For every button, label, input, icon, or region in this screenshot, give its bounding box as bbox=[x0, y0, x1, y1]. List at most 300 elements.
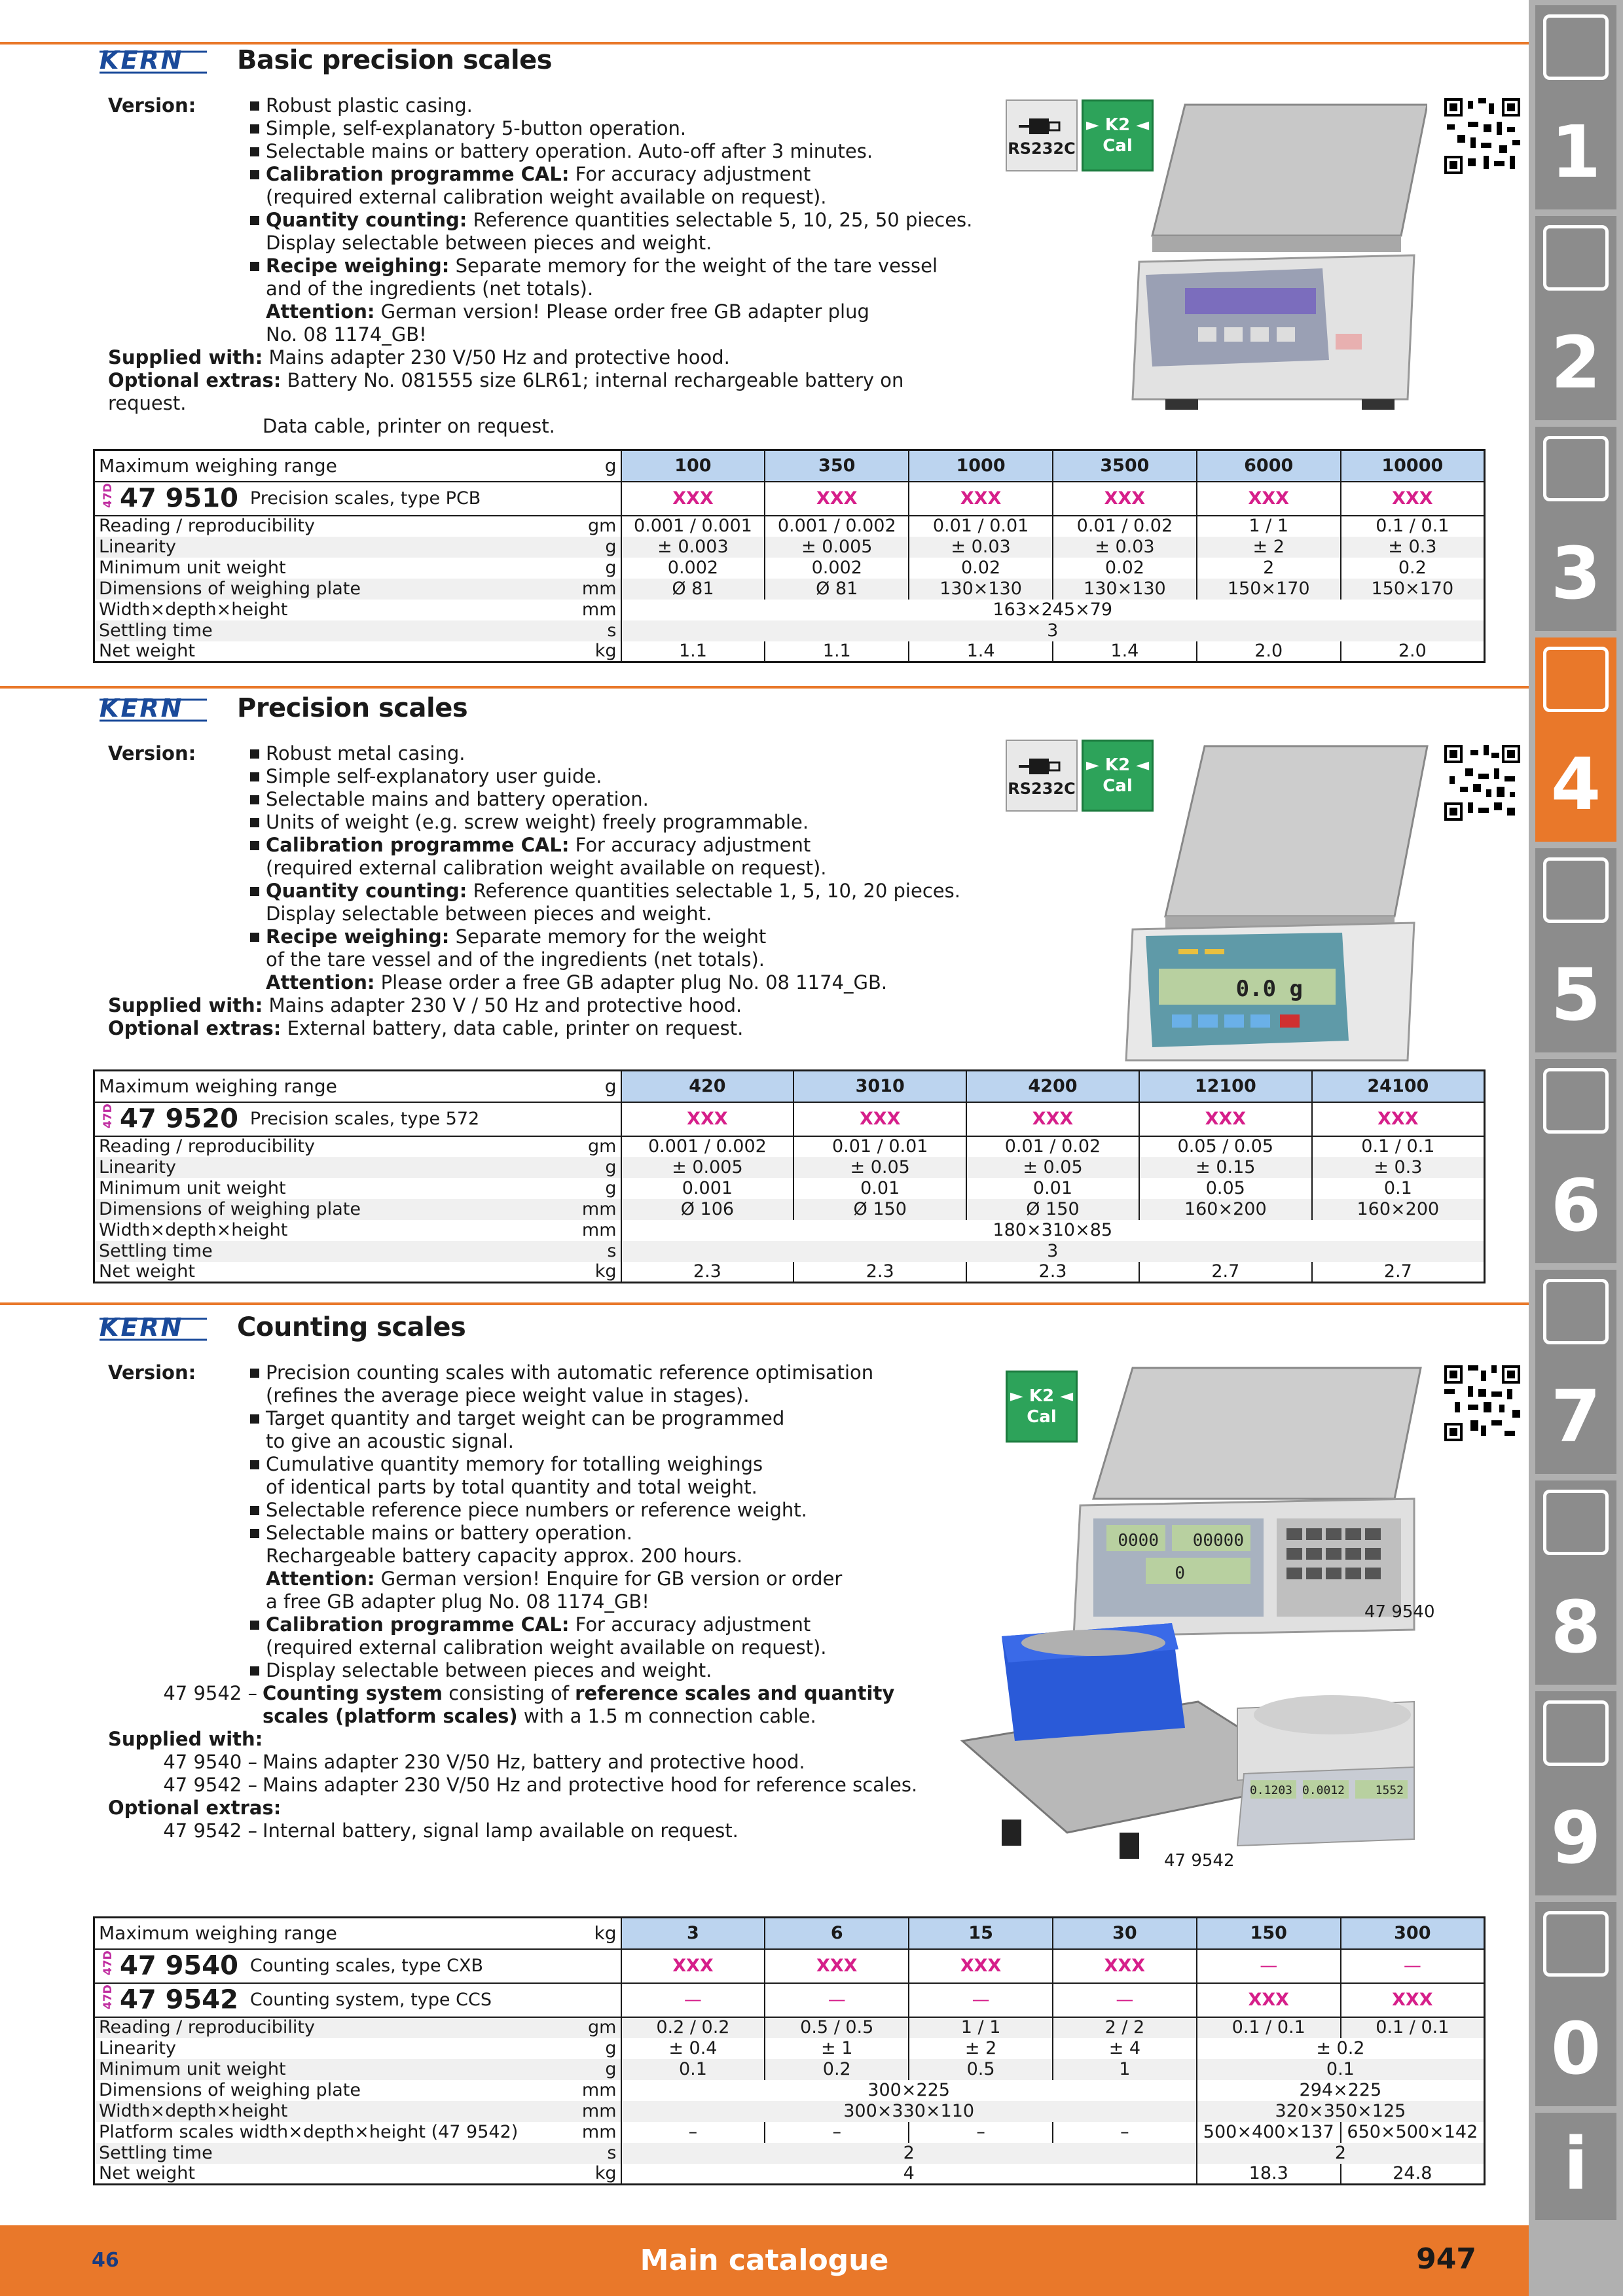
row-label: Dimensions of weighing plate mm bbox=[94, 1199, 621, 1220]
table-cell: Ø 150 bbox=[793, 1199, 966, 1220]
table-row bbox=[94, 2164, 1485, 2185]
grinding-disc-icon bbox=[1543, 857, 1609, 923]
feature-item: Display selectable between pieces and weight. bbox=[266, 903, 712, 925]
table-cell: ± 0.003 bbox=[621, 537, 765, 558]
article-row bbox=[94, 1102, 1485, 1136]
row-label: Settling time s bbox=[94, 620, 621, 641]
table-cell: 300×225 bbox=[621, 2080, 1197, 2101]
cutting-insert-icon bbox=[1543, 225, 1609, 291]
table-cell: ± 0.3 bbox=[1341, 537, 1485, 558]
article-label bbox=[94, 1983, 621, 2017]
capacity-cell: 3010 bbox=[793, 1071, 966, 1102]
article-description: Counting system, type CCS bbox=[249, 1989, 492, 2010]
table-cell: 0.2 / 0.2 bbox=[621, 2017, 765, 2038]
qr-code-icon bbox=[1444, 745, 1520, 821]
row-label: Dimensions of weighing plate mm bbox=[94, 2080, 621, 2101]
table-cell: 0.002 bbox=[765, 558, 909, 579]
row-label: Minimum unit weight g bbox=[94, 2059, 621, 2080]
table-row bbox=[94, 1262, 1485, 1283]
row-label: Maximum weighing range g bbox=[94, 450, 621, 482]
table-cell: XXX bbox=[909, 1949, 1053, 1983]
row-label: Linearity g bbox=[94, 2038, 621, 2059]
table-cell: 130×130 bbox=[909, 579, 1053, 600]
table-cell: 0.01 / 0.01 bbox=[909, 516, 1053, 537]
row-label: Maximum weighing range kg bbox=[94, 1918, 621, 1949]
table-row bbox=[94, 2017, 1485, 2038]
feature-item: and of the ingredients (net totals). bbox=[266, 278, 594, 300]
capacity-cell: 350 bbox=[765, 450, 909, 482]
table-row bbox=[94, 2143, 1485, 2164]
table-cell: — bbox=[1197, 1949, 1341, 1983]
footer-title: Main catalogue bbox=[640, 2244, 889, 2277]
display-a3: 0 bbox=[1175, 1564, 1185, 1583]
workbench-icon bbox=[1543, 1490, 1609, 1555]
section-title: Counting scales bbox=[237, 1312, 466, 1342]
table-cell: 2.0 bbox=[1341, 641, 1485, 662]
table-cell: ± 2 bbox=[1197, 537, 1341, 558]
supplied-with: Supplied with: Mains adapter 230 V / 50 Hz and protective hood. bbox=[108, 994, 742, 1016]
table-cell: ± 0.005 bbox=[621, 1157, 794, 1178]
spec-table-pcb bbox=[93, 449, 1486, 663]
capacity-cell: 420 bbox=[621, 1071, 794, 1102]
caption-479542: 47 9542 bbox=[1164, 1851, 1235, 1871]
table-cell: 2 bbox=[1197, 2143, 1485, 2164]
table-cell: 1 / 1 bbox=[1197, 516, 1341, 537]
section-title: Precision scales bbox=[237, 693, 468, 723]
display-reading: 0.0 g bbox=[1235, 976, 1303, 1002]
chapter-tab-0[interactable] bbox=[1535, 1902, 1616, 2106]
supplied-with: Supplied with: bbox=[108, 1728, 263, 1750]
feature-item: Attention: Please order a free GB adapter plug No. 08 1174_GB. bbox=[266, 971, 888, 994]
svg-text:KERN: KERN bbox=[100, 46, 184, 75]
table-cell: ± 4 bbox=[1053, 2038, 1197, 2059]
tool-cabinet-icon bbox=[1543, 1700, 1609, 1766]
feature-item: Robust metal casing. bbox=[249, 742, 960, 765]
row-label: Net weight kg bbox=[94, 1262, 621, 1283]
counting-system-note: 47 9542 – Counting system consisting of reference scales and quantity scales (platform scales) with a 1.5 m connection cable. bbox=[163, 1682, 895, 1727]
row-label: Reading / reproducibility gm bbox=[94, 516, 621, 537]
chapter-tab-1[interactable] bbox=[1535, 5, 1616, 209]
section-header bbox=[97, 689, 467, 728]
table-row bbox=[94, 579, 1485, 600]
display-a2: 00000 bbox=[1192, 1531, 1244, 1551]
table-cell: 180×310×85 bbox=[621, 1220, 1485, 1241]
capacity-cell: 30 bbox=[1053, 1918, 1197, 1949]
capacity-cell: 3500 bbox=[1053, 450, 1197, 482]
table-cell: — bbox=[909, 1983, 1053, 2017]
table-cell: 2.7 bbox=[1312, 1262, 1485, 1283]
article-label bbox=[94, 1102, 621, 1136]
table-cell: 0.01 / 0.02 bbox=[966, 1136, 1139, 1157]
article-number: 47 9542 bbox=[120, 1984, 238, 2015]
table-row bbox=[94, 2122, 1485, 2143]
feature-item: Selectable mains or battery operation. bbox=[249, 1522, 873, 1545]
capacity-cell: 12100 bbox=[1139, 1071, 1312, 1102]
feature-item: Calibration programme CAL: For accuracy adjustment bbox=[249, 1613, 873, 1636]
feature-item: Quantity counting: Reference quantities selectable 5, 10, 25, 50 pieces. bbox=[249, 209, 972, 232]
feature-item: Attention: German version! Please order free GB adapter plug bbox=[266, 300, 869, 323]
product-description bbox=[108, 94, 985, 438]
feature-item: Recipe weighing: Separate memory for the weight bbox=[249, 925, 960, 948]
page-footer bbox=[0, 2225, 1529, 2296]
article-description: Precision scales, type PCB bbox=[249, 488, 481, 509]
table-cell: 1 bbox=[1053, 2059, 1197, 2080]
table-cell: 0.001 / 0.002 bbox=[621, 1136, 794, 1157]
optional-extras: Optional extras: Battery No. 081555 size 6LR61; internal rechargeable battery on request. bbox=[108, 369, 904, 414]
table-cell: 0.5 / 0.5 bbox=[765, 2017, 909, 2038]
table-cell: ± 0.005 bbox=[765, 537, 909, 558]
table-row bbox=[94, 2059, 1485, 2080]
table-cell: 0.2 bbox=[765, 2059, 909, 2080]
capacity-cell: 3 bbox=[621, 1918, 765, 1949]
section-header bbox=[97, 1308, 465, 1347]
chapter-number: 8 bbox=[1550, 1585, 1601, 1669]
capacity-cell: 300 bbox=[1341, 1918, 1485, 1949]
svg-text:KERN: KERN bbox=[100, 694, 184, 723]
table-cell: 0.01 bbox=[966, 1178, 1139, 1199]
chapter-tab-4[interactable] bbox=[1535, 637, 1616, 842]
table-row bbox=[94, 1241, 1485, 1262]
table-cell: XXX bbox=[1197, 482, 1341, 516]
version-label: Version: bbox=[108, 1361, 196, 1384]
feature-item: of identical parts by total quantity and total weight. bbox=[266, 1476, 757, 1498]
table-cell: – bbox=[909, 2122, 1053, 2143]
table-cell: 1 / 1 bbox=[909, 2017, 1053, 2038]
display-b3: 1552 bbox=[1375, 1784, 1404, 1797]
row-label: Platform scales width×depth×height (47 9542) mm bbox=[94, 2122, 621, 2143]
qr-code-icon bbox=[1444, 98, 1520, 174]
chuck-icon bbox=[1543, 436, 1609, 501]
feature-item: (required external calibration weight available on request). bbox=[266, 1636, 827, 1659]
feature-item: Precision counting scales with automatic reference optimisation bbox=[249, 1361, 873, 1384]
row-label: Dimensions of weighing plate mm bbox=[94, 579, 621, 600]
table-cell: 1.4 bbox=[909, 641, 1053, 662]
row-label: Reading / reproducibility gm bbox=[94, 1136, 621, 1157]
table-row bbox=[94, 1199, 1485, 1220]
feature-item: of the tare vessel and of the ingredients (net totals). bbox=[266, 948, 765, 971]
drill-bit-icon bbox=[1543, 14, 1609, 80]
capacity-cell: 6000 bbox=[1197, 450, 1341, 482]
product-photo-counting-scales bbox=[897, 1361, 1434, 1865]
table-cell: 130×130 bbox=[1053, 579, 1197, 600]
caption-479540: 47 9540 bbox=[1364, 1602, 1435, 1622]
table-cell: XXX bbox=[621, 1949, 765, 1983]
capacity-cell: 6 bbox=[765, 1918, 909, 1949]
table-cell: 2 bbox=[621, 2143, 1197, 2164]
table-cell: ± 0.05 bbox=[793, 1157, 966, 1178]
article-label bbox=[94, 482, 621, 516]
table-cell: XXX bbox=[1053, 482, 1197, 516]
capacity-cell: 1000 bbox=[909, 450, 1053, 482]
chapter-number: 9 bbox=[1550, 1796, 1601, 1880]
table-cell: Ø 150 bbox=[966, 1199, 1139, 1220]
capacity-cell: 10000 bbox=[1341, 450, 1485, 482]
table-cell: 1.1 bbox=[765, 641, 909, 662]
table-cell: 300×330×110 bbox=[621, 2101, 1197, 2122]
table-cell: 2.3 bbox=[621, 1262, 794, 1283]
feature-list bbox=[249, 1361, 873, 1682]
chapter-number: 5 bbox=[1550, 953, 1601, 1037]
rs232-icon: RS232C bbox=[1006, 99, 1078, 171]
row-label: Net weight kg bbox=[94, 2164, 621, 2185]
table-cell: 0.002 bbox=[621, 558, 765, 579]
feature-item: Robust plastic casing. bbox=[249, 94, 972, 117]
supplied-list: 47 9540 – Mains adapter 230 V/50 Hz, battery and protective hood. 47 9542 – Mains adapter 230 V/50 Hz and protective hood for reference scales. bbox=[163, 1751, 918, 1796]
table-cell: XXX bbox=[1341, 482, 1485, 516]
row-label: Linearity g bbox=[94, 1157, 621, 1178]
table-cell: 0.1 / 0.1 bbox=[1312, 1136, 1485, 1157]
table-row bbox=[94, 1136, 1485, 1157]
feature-item: Units of weight (e.g. screw weight) freely programmable. bbox=[249, 811, 960, 834]
table-cell: 0.1 bbox=[621, 2059, 765, 2080]
table-cell: Ø 81 bbox=[621, 579, 765, 600]
qr-code-icon bbox=[1444, 1365, 1520, 1441]
table-cell: 3 bbox=[621, 620, 1485, 641]
optional-list: 47 9542 – Internal battery, signal lamp available on request. bbox=[163, 1820, 739, 1842]
table-cell: XXX bbox=[1312, 1102, 1485, 1136]
table-cell: — bbox=[1053, 1983, 1197, 2017]
safety-glasses-icon bbox=[1543, 1911, 1609, 1977]
table-cell: 0.02 bbox=[1053, 558, 1197, 579]
spec-table-counting bbox=[93, 1916, 1486, 2185]
chapter-number: 3 bbox=[1550, 531, 1601, 615]
table-cell: – bbox=[1053, 2122, 1197, 2143]
chapter-tab-5[interactable] bbox=[1535, 848, 1616, 1052]
rs232-icon: RS232C bbox=[1006, 740, 1078, 812]
table-row bbox=[94, 2038, 1485, 2059]
feature-item: (required external calibration weight available on request). bbox=[266, 186, 827, 208]
product-photo-572-scale bbox=[1106, 740, 1434, 1067]
group-code: 47D bbox=[101, 1950, 115, 1975]
table-cell: ± 1 bbox=[765, 2038, 909, 2059]
table-cell: XXX bbox=[1139, 1102, 1312, 1136]
capacity-cell: 150 bbox=[1197, 1918, 1341, 1949]
capacity-row bbox=[94, 450, 1485, 482]
chapter-tab-3[interactable] bbox=[1535, 427, 1616, 631]
feature-item: Cumulative quantity memory for totalling weighings bbox=[249, 1453, 873, 1476]
product-photo-pcb-scale bbox=[1113, 92, 1427, 412]
article-row bbox=[94, 482, 1485, 516]
table-cell: ± 0.03 bbox=[909, 537, 1053, 558]
table-cell: ± 2 bbox=[909, 2038, 1053, 2059]
chapter-number: 6 bbox=[1550, 1164, 1601, 1247]
table-row bbox=[94, 2101, 1485, 2122]
table-row bbox=[94, 600, 1485, 620]
article-row bbox=[94, 1949, 1485, 1983]
article-row bbox=[94, 1983, 1485, 2017]
row-label: Settling time s bbox=[94, 2143, 621, 2164]
section-title: Basic precision scales bbox=[237, 45, 553, 75]
table-cell: — bbox=[621, 1983, 765, 2017]
chapter-number: 0 bbox=[1550, 2007, 1601, 2090]
table-cell: 500×400×137 bbox=[1197, 2122, 1341, 2143]
feature-item: Display selectable between pieces and weight. bbox=[249, 1659, 873, 1682]
table-cell: XXX bbox=[909, 482, 1053, 516]
table-cell: 0.001 / 0.001 bbox=[621, 516, 765, 537]
row-label: Settling time s bbox=[94, 1241, 621, 1262]
chapter-number: 2 bbox=[1550, 321, 1601, 404]
kern-logo bbox=[97, 1312, 221, 1342]
feature-item: No. 08 1174_GB! bbox=[266, 323, 427, 346]
display-b2: 0.0012 bbox=[1302, 1784, 1345, 1797]
table-cell: ± 0.15 bbox=[1139, 1157, 1312, 1178]
feature-item: Recipe weighing: Separate memory for the weight of the tare vessel bbox=[249, 255, 972, 278]
table-cell: 2 / 2 bbox=[1053, 2017, 1197, 2038]
optional-extras: Optional extras: bbox=[108, 1797, 282, 1819]
product-description bbox=[108, 1361, 985, 1842]
k2-cal-icon: ► K2 ◄ Cal bbox=[1006, 1371, 1078, 1443]
feature-item: Simple self-explanatory user guide. bbox=[249, 765, 960, 788]
table-cell: 0.01 / 0.02 bbox=[1053, 516, 1197, 537]
feature-item: Calibration programme CAL: For accuracy adjustment bbox=[249, 163, 972, 186]
supplied-with: Supplied with: Mains adapter 230 V/50 Hz and protective hood. bbox=[108, 346, 730, 368]
chapter-tab-7[interactable] bbox=[1535, 1270, 1616, 1474]
table-cell: 150×170 bbox=[1341, 579, 1485, 600]
table-cell: 160×200 bbox=[1312, 1199, 1485, 1220]
feature-item: Rechargeable battery capacity approx. 200 hours. bbox=[266, 1545, 743, 1567]
row-label: Minimum unit weight g bbox=[94, 1178, 621, 1199]
table-cell: 0.1 / 0.1 bbox=[1341, 516, 1485, 537]
row-label: Reading / reproducibility gm bbox=[94, 2017, 621, 2038]
svg-text:KERN: KERN bbox=[100, 1313, 184, 1342]
feature-item: (required external calibration weight available on request). bbox=[266, 857, 827, 879]
chapter-number: 7 bbox=[1550, 1374, 1601, 1458]
table-cell: 2.0 bbox=[1197, 641, 1341, 662]
spec-table-572 bbox=[93, 1069, 1486, 1283]
table-cell: Ø 81 bbox=[765, 579, 909, 600]
row-label: Minimum unit weight g bbox=[94, 558, 621, 579]
feature-item: to give an acoustic signal. bbox=[266, 1430, 514, 1452]
article-number: 47 9510 bbox=[120, 483, 238, 514]
table-cell: 2.7 bbox=[1139, 1262, 1312, 1283]
chapter-tab-9[interactable] bbox=[1535, 1691, 1616, 1895]
chapter-tab-2[interactable] bbox=[1535, 216, 1616, 420]
wrench-icon bbox=[1543, 1068, 1609, 1134]
table-cell: 320×350×125 bbox=[1197, 2101, 1485, 2122]
chapter-tab-8[interactable] bbox=[1535, 1480, 1616, 1685]
table-cell: 0.02 bbox=[909, 558, 1053, 579]
capacity-cell: 4200 bbox=[966, 1071, 1139, 1102]
article-number: 47 9520 bbox=[120, 1103, 238, 1134]
capacity-cell: 24100 bbox=[1312, 1071, 1485, 1102]
feature-item: Attention: German version! Enquire for GB version or order bbox=[266, 1568, 843, 1590]
table-cell: 0.1 / 0.1 bbox=[1197, 2017, 1341, 2038]
k2-cal-icon: ► K2 ◄ Cal bbox=[1082, 740, 1154, 812]
table-cell: 18.3 bbox=[1197, 2164, 1341, 2185]
version-label: Version: bbox=[108, 742, 196, 764]
kern-logo bbox=[97, 45, 221, 75]
capacity-cell: 100 bbox=[621, 450, 765, 482]
row-label: Net weight kg bbox=[94, 641, 621, 662]
display-b1: 0.1203 bbox=[1249, 1784, 1292, 1797]
feature-item: Selectable mains and battery operation. bbox=[249, 788, 960, 811]
row-label: Linearity g bbox=[94, 537, 621, 558]
feature-item: (refines the average piece weight value in stages). bbox=[266, 1384, 750, 1407]
table-cell: ± 0.4 bbox=[621, 2038, 765, 2059]
feature-item: Display selectable between pieces and weight. bbox=[266, 232, 712, 254]
k2-cal-icon: ► K2 ◄ Cal bbox=[1082, 99, 1154, 171]
table-cell: — bbox=[765, 1983, 909, 2017]
section-rule bbox=[0, 1302, 1529, 1305]
table-row bbox=[94, 1178, 1485, 1199]
table-cell: XXX bbox=[765, 482, 909, 516]
table-cell: XXX bbox=[966, 1102, 1139, 1136]
table-cell: 0.1 / 0.1 bbox=[1341, 2017, 1485, 2038]
capacity-row bbox=[94, 1071, 1485, 1102]
table-cell: – bbox=[765, 2122, 909, 2143]
table-cell: 2.3 bbox=[966, 1262, 1139, 1283]
table-cell: 1.4 bbox=[1053, 641, 1197, 662]
table-cell: 2 bbox=[1197, 558, 1341, 579]
version-label: Version: bbox=[108, 94, 196, 117]
table-cell: XXX bbox=[765, 1949, 909, 1983]
feature-item: a free GB adapter plug No. 08 1174_GB! bbox=[266, 1590, 649, 1613]
table-cell: ± 0.05 bbox=[966, 1157, 1139, 1178]
group-code: 47D bbox=[101, 482, 115, 508]
table-cell: 2.3 bbox=[793, 1262, 966, 1283]
table-cell: 3 bbox=[621, 1241, 1485, 1262]
table-cell: XXX bbox=[1197, 1983, 1341, 2017]
article-description: Precision scales, type 572 bbox=[249, 1108, 480, 1129]
row-label: Width×depth×height mm bbox=[94, 2101, 621, 2122]
table-cell: 0.01 bbox=[793, 1178, 966, 1199]
table-row bbox=[94, 558, 1485, 579]
chapter-tab-6[interactable] bbox=[1535, 1059, 1616, 1263]
feature-item: Selectable mains or battery operation. Auto-off after 3 minutes. bbox=[249, 140, 972, 163]
row-label: Maximum weighing range g bbox=[94, 1071, 621, 1102]
section-header bbox=[97, 41, 552, 80]
table-cell: 4 bbox=[621, 2164, 1197, 2185]
table-cell: 24.8 bbox=[1341, 2164, 1485, 2185]
table-cell: 0.1 bbox=[1197, 2059, 1485, 2080]
product-description bbox=[108, 742, 985, 1040]
table-cell: 0.001 / 0.002 bbox=[765, 516, 909, 537]
table-row bbox=[94, 537, 1485, 558]
feature-item: Selectable reference piece numbers or reference weight. bbox=[249, 1499, 873, 1522]
table-cell: 650×500×142 bbox=[1341, 2122, 1485, 2143]
table-cell: 294×225 bbox=[1197, 2080, 1485, 2101]
table-cell: ± 0.3 bbox=[1312, 1157, 1485, 1178]
table-cell: ± 0.03 bbox=[1053, 537, 1197, 558]
article-label bbox=[94, 1949, 621, 1983]
caliper-icon bbox=[1543, 647, 1609, 712]
optional-extras-cont: Data cable, printer on request. bbox=[263, 415, 555, 437]
chapter-number: 4 bbox=[1550, 742, 1601, 826]
row-label: Width×depth×height mm bbox=[94, 600, 621, 620]
table-cell: 163×245×79 bbox=[621, 600, 1485, 620]
optional-extras: Optional extras: External battery, data cable, printer on request. bbox=[108, 1017, 744, 1039]
table-cell: XXX bbox=[1341, 1983, 1485, 2017]
table-cell: XXX bbox=[621, 482, 765, 516]
table-cell: 1.1 bbox=[621, 641, 765, 662]
table-cell: — bbox=[1341, 1949, 1485, 1983]
info-tab[interactable] bbox=[1535, 2113, 1616, 2220]
table-row bbox=[94, 1220, 1485, 1241]
table-cell: – bbox=[621, 2122, 765, 2143]
feature-item: Quantity counting: Reference quantities selectable 1, 5, 10, 20 pieces. bbox=[249, 880, 960, 903]
feature-item: Calibration programme CAL: For accuracy adjustment bbox=[249, 834, 960, 857]
display-a1: 0000 bbox=[1118, 1531, 1159, 1551]
table-cell: ± 0.2 bbox=[1197, 2038, 1485, 2059]
group-code: 47D bbox=[101, 1984, 115, 2009]
table-cell: 0.05 bbox=[1139, 1178, 1312, 1199]
table-cell: XXX bbox=[793, 1102, 966, 1136]
right-page-number: 947 bbox=[1416, 2242, 1476, 2276]
table-cell: 0.01 / 0.01 bbox=[793, 1136, 966, 1157]
table-row bbox=[94, 516, 1485, 537]
row-label: Width×depth×height mm bbox=[94, 1220, 621, 1241]
chapter-number: 1 bbox=[1550, 110, 1601, 194]
